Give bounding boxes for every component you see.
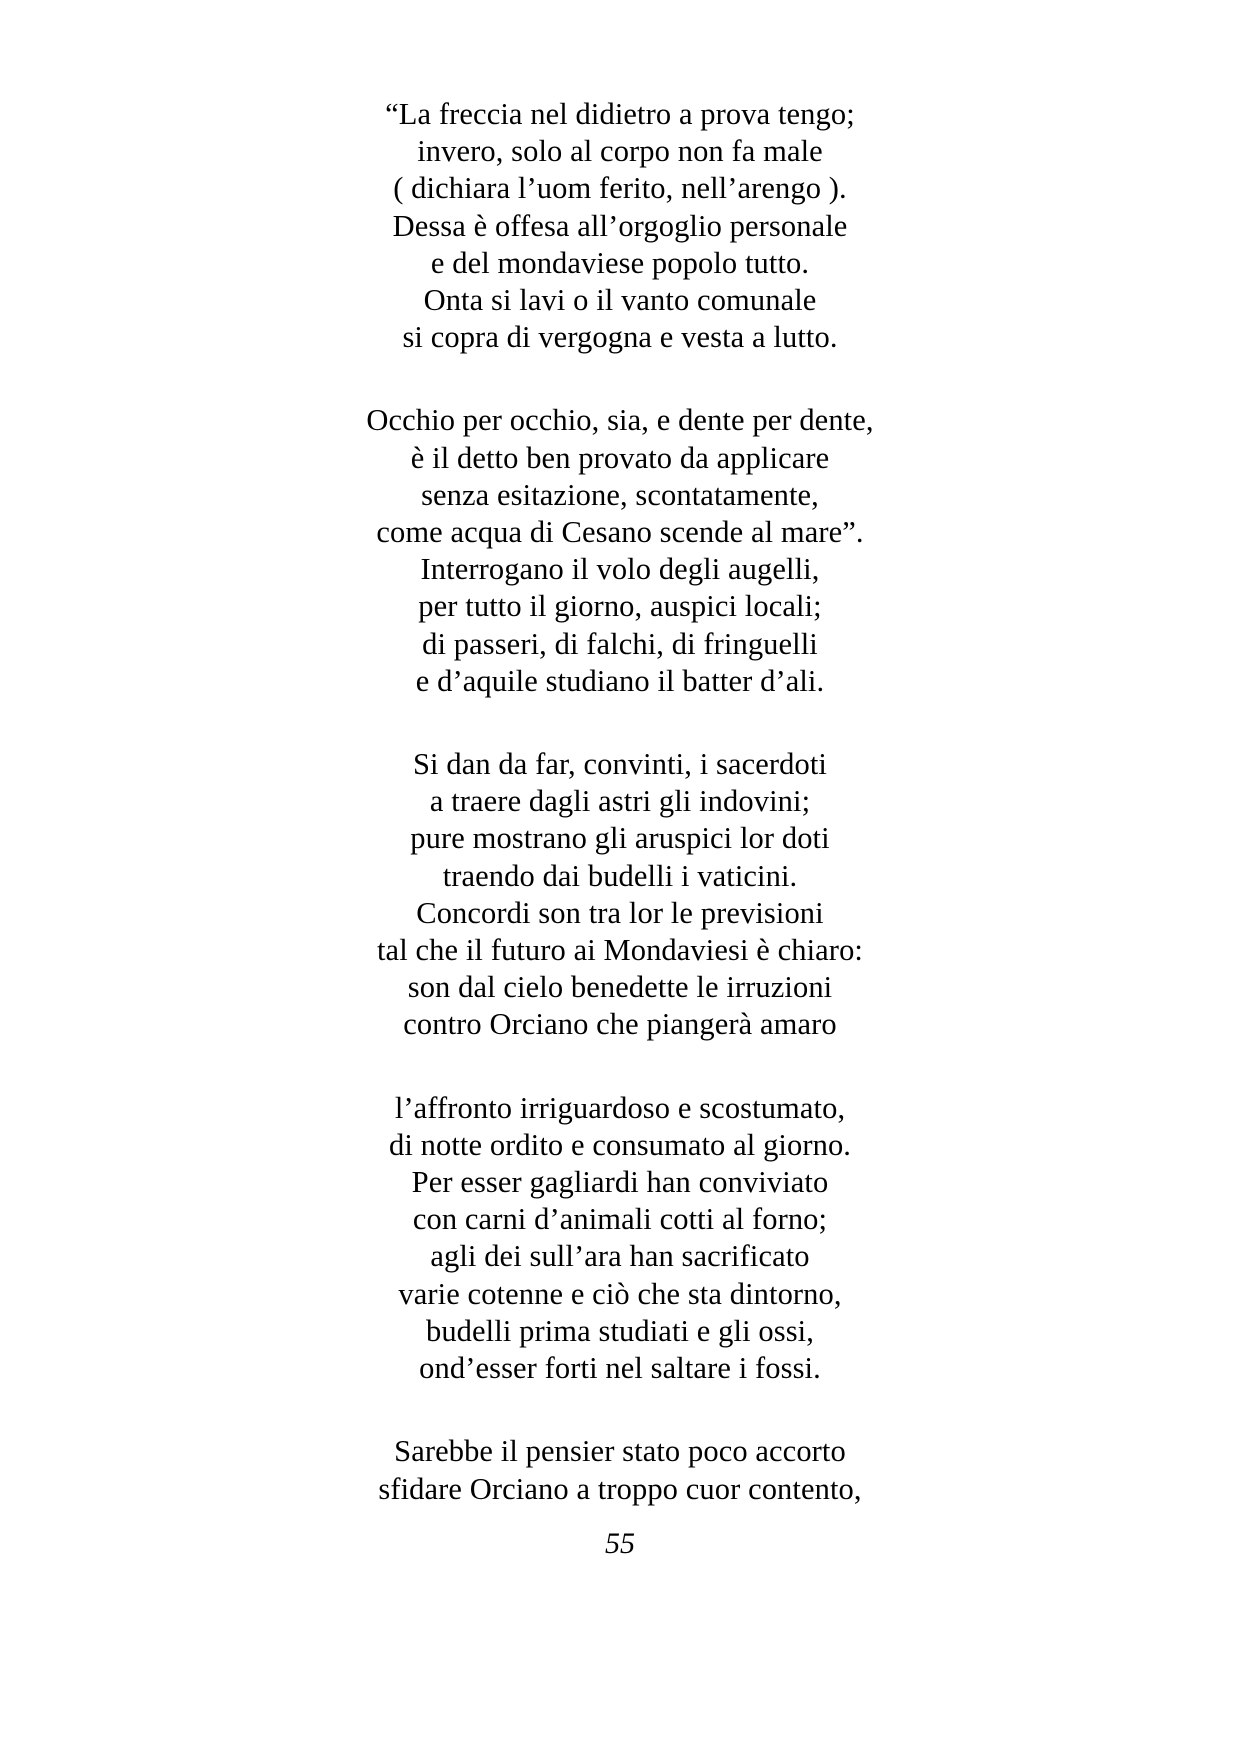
- verse-line: e d’aquile studiano il batter d’ali.: [415, 663, 825, 698]
- verse-line: traendo dai budelli i vaticini.: [442, 858, 798, 893]
- verse-line: come acqua di Cesano scende al mare”.: [376, 515, 864, 550]
- verse-line: Sarebbe il pensier stato poco accorto: [394, 1434, 846, 1469]
- verse-line: si copra di vergogna e vesta a lutto.: [402, 320, 838, 355]
- verse-line: di notte ordito e consumato al giorno.: [388, 1127, 852, 1162]
- verse-line: ( dichiara l’uom ferito, nell’arengo ).: [393, 171, 847, 206]
- verse-line: Per esser gagliardi han conviviato: [411, 1165, 829, 1200]
- verse-line: sfidare Orciano a troppo cuor contento,: [378, 1471, 862, 1506]
- verse-line: varie cotenne e ciò che sta dintorno,: [398, 1276, 842, 1311]
- stanza: [0, 1090, 1240, 1388]
- stanza: [0, 1433, 1240, 1507]
- verse-line: contro Orciano che piangerà amaro: [403, 1007, 837, 1042]
- verse-line: senza esitazione, scontatamente,: [421, 477, 819, 512]
- stanza: [0, 402, 1240, 700]
- verse-line: budelli prima studiati e gli ossi,: [425, 1313, 814, 1348]
- verse-line: Onta si lavi o il vanto comunale: [423, 283, 817, 318]
- verse-line: Concordi son tra lor le previsioni: [416, 895, 824, 930]
- verse-line: di passeri, di falchi, di fringuelli: [422, 626, 818, 661]
- verse-line: invero, solo al corpo non fa male: [417, 134, 823, 169]
- page-number: 55: [605, 1527, 635, 1560]
- verse-line: per tutto il giorno, auspici locali;: [418, 589, 822, 624]
- verse-line: è il detto ben provato da applicare: [410, 440, 830, 475]
- verse-line: Si dan da far, convinti, i sacerdoti: [412, 747, 827, 782]
- verse-line: a traere dagli astri gli indovini;: [429, 784, 811, 819]
- verse-line: son dal cielo benedette le irruzioni: [407, 970, 833, 1005]
- verse-line: ond’esser forti nel saltare i fossi.: [419, 1351, 821, 1386]
- verse-line: “La freccia nel didietro a prova tengo;: [385, 97, 855, 131]
- verse-line: Dessa è offesa all’orgoglio personale: [392, 208, 848, 243]
- verse-line: pure mostrano gli aruspici lor doti: [410, 821, 830, 856]
- poem-body: [0, 96, 1240, 1508]
- stanza: [0, 746, 1240, 1044]
- stanza: [0, 96, 1240, 356]
- verse-line: Interrogano il volo degli augelli,: [420, 552, 820, 587]
- verse-line: agli dei sull’ara han sacrificato: [430, 1239, 810, 1274]
- verse-line: l’affronto irriguardoso e scostumato,: [394, 1090, 846, 1125]
- verse-line: tal che il futuro ai Mondaviesi è chiaro:: [376, 933, 863, 968]
- verse-line: con carni d’animali cotti al forno;: [412, 1202, 828, 1237]
- verse-line: Occhio per occhio, sia, e dente per dente,: [366, 403, 874, 438]
- verse-line: e del mondaviese popolo tutto.: [430, 245, 810, 280]
